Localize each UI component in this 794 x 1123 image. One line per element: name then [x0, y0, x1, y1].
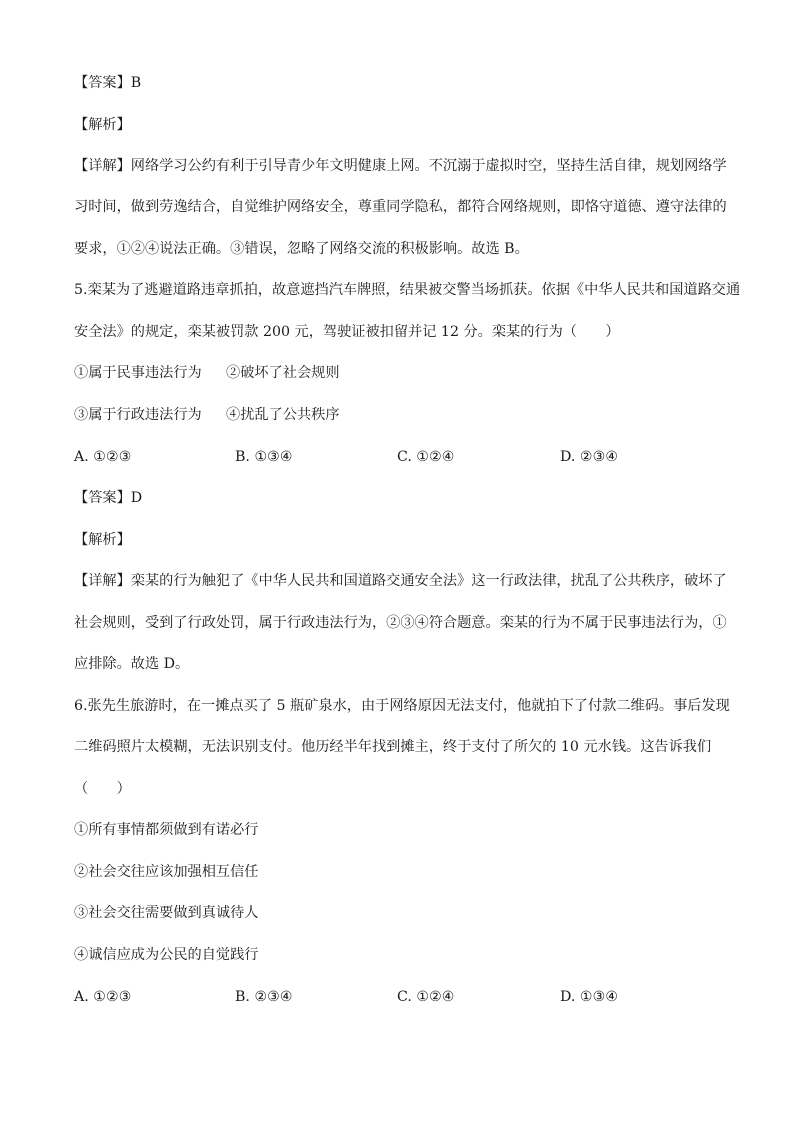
q5-option-b: B. ①③④	[235, 449, 293, 465]
q5-analysis-label: 【解析】	[74, 532, 131, 548]
q5-detail-line-3: 应排除。故选 D。	[74, 656, 190, 672]
q5-stem-line-1: 5.栾某为了逃避道路违章抓拍，故意遮挡汽车牌照，结果被交警当场抓获。依据《中华人民共和国道路交通	[74, 282, 741, 298]
q6-option-a: A. ①②③	[74, 989, 132, 1005]
q5-option-c: C. ①②④	[397, 449, 455, 465]
answer-value: B	[130, 75, 142, 91]
q4-detail-line-2: 习时间，做到劳逸结合，自觉维护网络安全，尊重同学隐私，都符合网络规则，即恪守道德、遵守法律的	[74, 199, 727, 215]
q4-detail-line-3: 要求，①②④说法正确。③错误，忽略了网络交流的积极影响。故选 B。	[74, 241, 529, 257]
answer-label: 【答案】	[74, 75, 131, 91]
answer-label: 【答案】	[74, 490, 131, 506]
q5-option-d: D. ②③④	[560, 449, 619, 465]
q6-option-b: B. ②③④	[235, 989, 293, 1005]
q5-statement-1: ①属于民事违法行为	[74, 365, 202, 381]
q6-stem-line-2: 二维码照片太模糊，无法识别支付。他历经半年找到摊主，终于支付了所欠的 10 元水钱。这告诉我们	[74, 739, 712, 755]
q5-stem-line-2: 安全法》的规定，栾某被罚款 200 元，驾驶证被扣留并记 12 分。栾某的行为（ ）	[74, 324, 620, 340]
q6-stem-line-3: （ ）	[74, 781, 131, 797]
q6-option-c: C. ①②④	[397, 989, 455, 1005]
q5-option-a: A. ①②③	[74, 449, 132, 465]
q5-statement-2: ②破坏了社会规则	[226, 365, 340, 381]
q6-option-d: D. ①③④	[560, 989, 619, 1005]
q6-statement-2: ②社会交往应该加强相互信任	[74, 864, 259, 880]
q6-statement-4: ④诚信应成为公民的自觉践行	[74, 947, 259, 963]
q6-statement-3: ③社会交往需要做到真诚待人	[74, 905, 259, 921]
q5-detail-line-2: 社会规则，受到了行政处罚，属于行政违法行为，②③④符合题意。栾某的行为不属于民事违法行为，①	[74, 615, 727, 631]
q5-statement-4: ④扰乱了公共秩序	[226, 407, 340, 423]
q6-stem-line-1: 6.张先生旅游时，在一摊点买了 5 瓶矿泉水，由于网络原因无法支付，他就拍下了付款二维码。事后发现	[74, 698, 730, 714]
q6-statement-1: ①所有事情都须做到有诺必行	[74, 822, 259, 838]
q4-analysis-label: 【解析】	[74, 117, 131, 133]
q5-statement-3: ③属于行政违法行为	[74, 407, 202, 423]
q4-detail-line-1: 【详解】网络学习公约有利于引导青少年文明健康上网。不沉溺于虚拟时空，坚持生活自律，规划网络学	[74, 158, 727, 174]
answer-value: D	[130, 490, 143, 506]
q5-answer	[74, 488, 142, 508]
q4-answer	[74, 73, 141, 93]
q5-detail-line-1: 【详解】栾某的行为触犯了《中华人民共和国道路交通安全法》这一行政法律，扰乱了公共秩序，破坏了	[74, 573, 727, 589]
